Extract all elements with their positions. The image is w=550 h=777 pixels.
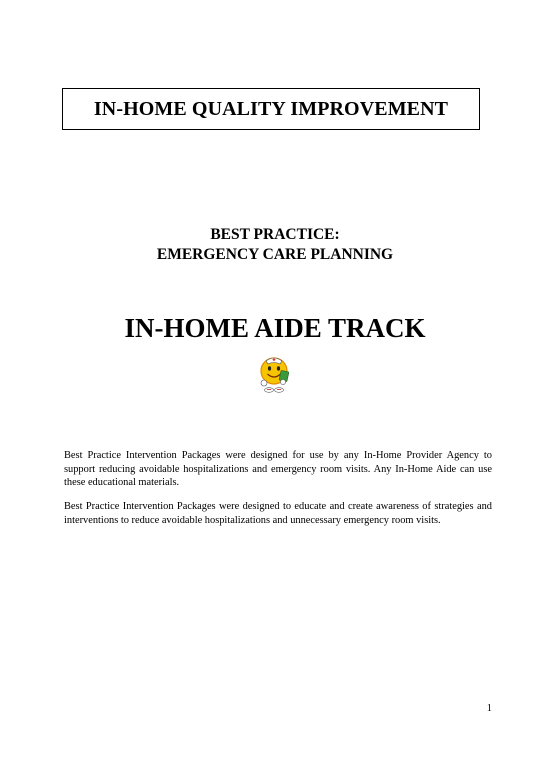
header-title: IN-HOME QUALITY IMPROVEMENT bbox=[93, 97, 449, 120]
track-title: IN-HOME AIDE TRACK bbox=[124, 313, 426, 343]
intro-paragraph-2: Best Practice Intervention Packages were designed to educate and create awareness of strategies and interventions to reduce avoidable hospitalizations and unnecessary emergency room visits. bbox=[64, 501, 492, 526]
header-title-box bbox=[62, 88, 480, 130]
page-number: 1 bbox=[486, 703, 492, 714]
subtitle-line-1: BEST PRACTICE: bbox=[210, 226, 340, 243]
smiley-nurse-clipart-icon bbox=[256, 354, 292, 394]
intro-paragraph-1: Best Practice Intervention Packages were designed for use by any In-Home Provider Agency to support reducing avoidable hospitalizations and emergency room visits. Any In-Home Aide can use these educational materials. bbox=[64, 450, 492, 488]
subtitle-line-2: EMERGENCY CARE PLANNING bbox=[156, 246, 394, 263]
